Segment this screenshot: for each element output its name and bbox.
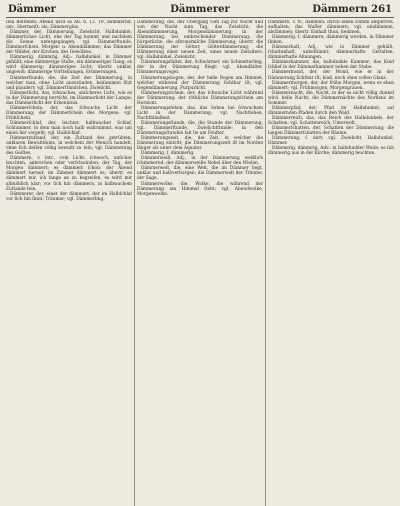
header-rule bbox=[6, 17, 394, 18]
entry-paragraph: Dämmerwolke, die, Wolke, die während der Dämmerung am Himmel ſteht; vgl. Abendwolke, Morgenwolke. bbox=[137, 181, 263, 197]
column-right bbox=[268, 20, 394, 506]
header-center-word: Dämmerer bbox=[170, 4, 230, 15]
entry-paragraph: Dämmerig, ſ. dämmern; dämmerig werden, in Dämmer ſinken. bbox=[268, 35, 394, 46]
entry-paragraph: Dämmerig, dämmrig, Adj.: halbdunkel, in Dämmer gehüllt; eine dämmerige Stube, ein dämmeriger Gang; es wird dämmerig; dämmeriges Licht; übertr. unklar, ungewiß: dämmerige Vorſtellungen, Erinnerungen. bbox=[6, 55, 132, 76]
column-left bbox=[6, 20, 132, 506]
page-number: 261 bbox=[371, 4, 392, 15]
text-columns bbox=[6, 20, 394, 506]
entry-paragraph: Dämmerſchlaf, der, leichter, halbwacher Schlaf, Schlummer, in dem man noch halb wahrnimmt, was um einen her vorgeht; vgl. Halbſchlaf. bbox=[6, 120, 132, 137]
running-header bbox=[6, 4, 394, 16]
header-left-word: Dämmer bbox=[8, 4, 56, 15]
entry-paragraph: Dämmerkammer, die, halbdunkle Kammer; das Kind ſchlief in der Dämmerkammer neben der Stube. bbox=[268, 60, 394, 71]
entry-paragraph: Dämmerweiß, Adj., in der Dämmerung weißlich ſchimmernd; der dämmerweiße Nebel über den Wieſen. bbox=[137, 156, 263, 167]
entry-paragraph: Dämmerig, ſ. dämmerig. bbox=[141, 151, 195, 157]
entry-paragraph: Dämmerlicht, das, ſchwaches, unſicheres Licht, wie es in der Dämmerung herrſcht; im Dämmerlicht der Lampe; das Dämmerlicht der Erkenntnis. bbox=[6, 90, 132, 106]
entry-paragraph: Dämmern, v. intr., vom Licht: ſchwach, unſicher leuchten, anbrechen oder verſchwinden; der Tag, der Morgen dämmert; es dämmert ſchon; der Abend dämmert herauf; im Zimmer dämmert es; übertr. es dämmert mir, ich fange an zu begreifen, es wird mir allmählich klar; vor ſich hin dämmern, in halbwachem Zuſtande ſein. bbox=[6, 156, 132, 192]
column-middle bbox=[137, 20, 263, 506]
entry-paragraph: Dämmer, der, Dämmerung, Zwielicht, Halbdunkel; dämmerliches Licht, ehe der Tag kommt und nachdem die Sonne untergegangen; vgl. Dämmerſtunde, Dämmerſchein, Morgen- u. Abenddämmer; das Dämmer der Wälder, der Kirchen, des Gewölbes. bbox=[6, 30, 132, 56]
entry-paragraph: Dämmermorgen, der, der frühe Morgen, wenn es eben dämmert; vgl. Frühmorgen, Morgengrauen. bbox=[268, 80, 394, 91]
entry-paragraph: Dämmerungszeit, die, die Zeit, in welcher die Dämmerung eintritt; die Dämmerungszeit iſt im Norden länger als unter dem Äquator. bbox=[137, 136, 263, 152]
entry-paragraph: Dämmerungsſehen, das, das Sehen bei ſchwachem Licht in der Dämmerung; vgl. Nachtſehen, Nachtblindheit. bbox=[137, 105, 263, 121]
entry-paragraph: Dämmerer, der, einer der dämmert, der im Halbſchlaf vor ſich hin ſinnt; Träumer; vgl. Dämmerling. bbox=[6, 191, 132, 202]
entry-paragraph: Dämmerung, ſ. dort; vgl. Zwielicht, Halbdunkel, Dämmer. bbox=[268, 136, 394, 147]
entry-paragraph: Dämmerungsbogen, der, der helle Bogen am Himmel, welcher während der Dämmerung ſichtbar iſt; vgl. Gegendämmerung, Purpurlicht. bbox=[137, 75, 263, 91]
entry-paragraph: Dämmerung, die, der Übergang vom Tag zur Nacht und von der Nacht zum Tag, das Zwielicht; die Abenddämmerung, Morgendämmerung; in der Dämmerung, bei einbrechender Dämmerung; die bürgerliche, die aſtronomiſche Dämmerung; übertr. die Dämmerung der Götter, Götterdämmerung; die Dämmerung einer neuen Zeit, eines neuen Zeitalters; vgl. Halbdunkel, Zwielicht. bbox=[137, 20, 263, 61]
entry-paragraph: Dämmermond, der, der Mond, wie er in der Dämmerung ſichtbar iſt; blaß, noch ohne vollen Glanz. bbox=[268, 70, 394, 81]
entry-paragraph: Dämmerungsfalter, der, Schwärmer, ein Schmetterling, der in der Dämmerung fliegt; vgl. Abendfalter, Dämmerungsvogel. bbox=[137, 60, 263, 76]
entry-paragraph: Dämmerungsſchein, der, das ſchwache Licht während der Dämmerung; der röthliche Dämmerungsſchein am Horizont. bbox=[137, 90, 263, 106]
column-divider bbox=[265, 20, 266, 506]
entry-paragraph: Dämmerig, dämmrig, Adv.: in halbdunkler Weiſe; es ſah dämmerig aus in der Kirche; dämmerig leuchten. bbox=[268, 146, 394, 157]
entry-paragraph: Dämmerreich, das, das Reich des Halbdunkels, der Schatten; vgl. Schattenreich, Unterwelt. bbox=[268, 115, 394, 126]
entry-paragraph: Dämmern, v. tr., dämmen, durch einen Damm abſperren, aufhalten; das Waſſer dämmern; vgl. eindämmen, abdämmen; übertr. Einhalt thun, hemmen. bbox=[268, 20, 394, 36]
entry-paragraph: Dämmerpfad, der, Pfad im Halbdunkel; auf dämmernden Pfaden durch den Wald. bbox=[268, 105, 394, 116]
header-right-word: Dämmern 261 bbox=[312, 4, 392, 15]
entry-paragraph: Dämmerungsſtunde, die, die Stunde der Dämmerung; vgl. Dämmerſtunde, Zwielichtſtunde; in den Dämmerungsſtunden ſaß ſie am Fenſter. bbox=[137, 120, 263, 137]
entry-paragraph: Dämmerwelt, die, eine Welt, die im Dämmer liegt, unklar und halbverborgen; die Dämmerwelt der Träume, der Sage. bbox=[137, 166, 263, 182]
entry-paragraph: Dämmerzuſtand, der, ein Zuſtand des getrübten, unklaren Bewußtſeins, in welchem der Menſch handelt, ohne ſich deſſen völlig bewußt zu ſein; vgl. Dämmerung des Geiſtes. bbox=[6, 136, 132, 157]
entry-paragraph: Dämmerſchein, der, das ſchwache Licht der Dämmerung; der Dämmerſchein des Morgens; vgl. Frühſchein. bbox=[6, 105, 132, 121]
entry-paragraph: ſein Beſtehen; Abend wird es Ab. 6, 12. 19, dämmernd, um-, übermeiſt; als: Dämmerglas. bbox=[6, 20, 132, 31]
column-divider bbox=[134, 20, 135, 506]
entry-paragraph: Dämmerſtunde, die, die Zeit der Dämmerung, in welcher man, ohne Licht anzuzünden, beiſammen ſitzt und plaudert; vgl. Dämmerſtündchen, Zwielicht. bbox=[6, 75, 132, 91]
entry-paragraph: Dämmerhaft, Adj., wie in Dämmer gehüllt, ſchattenhaft, unbeſtimmt; dämmerhafte Geſtalten; dämmerhafte Ahnungen. bbox=[268, 45, 394, 61]
entry-paragraph: Dämmernacht, die, Nacht, in der es nicht völlig dunkel wird, helle Nacht; die Dämmernächte des Nordens im Sommer. bbox=[268, 90, 394, 106]
entry-paragraph: Dämmerſchatten, der, Schatten der Dämmerung; die langen Dämmerſchatten der Bäume. bbox=[268, 125, 394, 137]
